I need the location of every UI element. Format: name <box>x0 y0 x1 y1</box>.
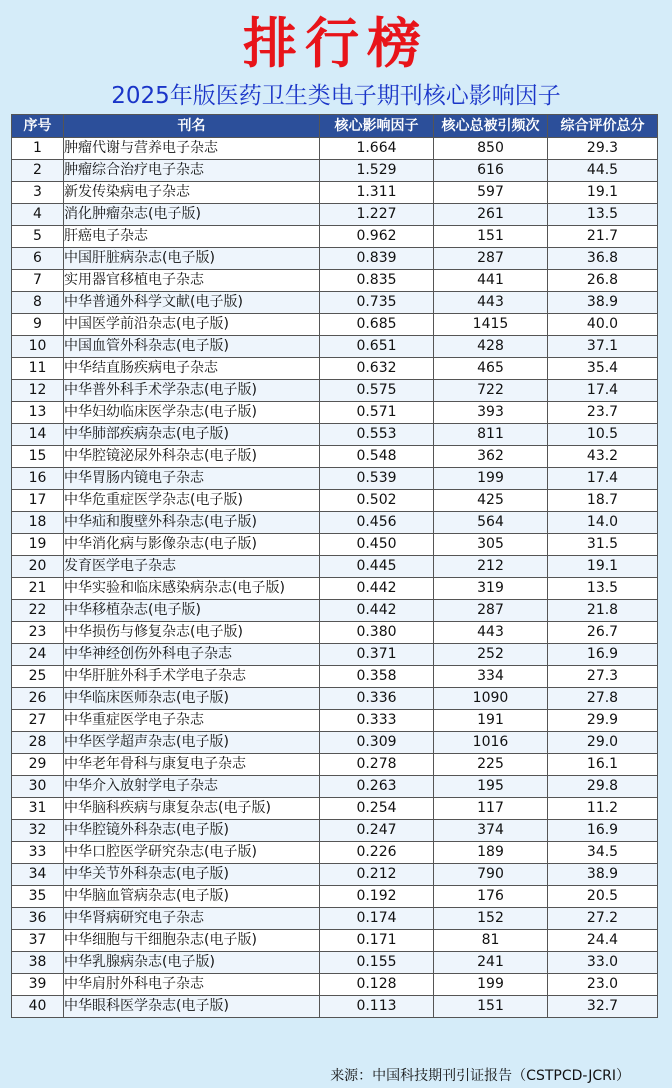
table-row <box>12 776 658 798</box>
table-row <box>12 710 658 732</box>
total-citations-cell: 811 <box>434 424 548 446</box>
total-citations-cell: 564 <box>434 512 548 534</box>
total-score-cell: 43.2 <box>548 446 658 468</box>
rank-cell: 2 <box>12 160 64 182</box>
impact-factor-cell: 0.212 <box>320 864 434 886</box>
journal-name-cell: 中华介入放射学电子杂志 <box>64 776 320 798</box>
impact-factor-cell: 0.128 <box>320 974 434 996</box>
impact-factor-cell: 0.456 <box>320 512 434 534</box>
total-score-cell: 17.4 <box>548 380 658 402</box>
page-subtitle: 2025年版医药卫生类电子期刊核心影响因子 <box>111 83 561 109</box>
table-row <box>12 204 658 226</box>
total-citations-cell: 81 <box>434 930 548 952</box>
total-citations-cell: 117 <box>434 798 548 820</box>
impact-factor-cell: 0.575 <box>320 380 434 402</box>
total-score-cell: 16.9 <box>548 820 658 842</box>
rank-cell: 28 <box>12 732 64 754</box>
impact-factor-cell: 0.380 <box>320 622 434 644</box>
table-row <box>12 952 658 974</box>
impact-factor-cell: 0.336 <box>320 688 434 710</box>
journal-name-cell: 中华腔镜外科杂志(电子版) <box>64 820 320 842</box>
total-score-cell: 27.8 <box>548 688 658 710</box>
total-score-cell: 18.7 <box>548 490 658 512</box>
journal-name-cell: 中华老年骨科与康复电子杂志 <box>64 754 320 776</box>
total-score-cell: 26.7 <box>548 622 658 644</box>
total-citations-cell: 191 <box>434 710 548 732</box>
impact-factor-cell: 1.664 <box>320 138 434 160</box>
rank-cell: 24 <box>12 644 64 666</box>
impact-factor-cell: 0.445 <box>320 556 434 578</box>
total-score-cell: 16.9 <box>548 644 658 666</box>
journal-name-cell: 中华脑科疾病与康复杂志(电子版) <box>64 798 320 820</box>
rank-cell: 21 <box>12 578 64 600</box>
table-row <box>12 314 658 336</box>
total-citations-cell: 212 <box>434 556 548 578</box>
total-score-cell: 29.8 <box>548 776 658 798</box>
table-row <box>12 600 658 622</box>
rank-cell: 12 <box>12 380 64 402</box>
header-total-score: 综合评价总分 <box>548 115 658 138</box>
impact-factor-cell: 0.632 <box>320 358 434 380</box>
journal-name-cell: 新发传染病电子杂志 <box>64 182 320 204</box>
total-score-cell: 29.9 <box>548 710 658 732</box>
total-citations-cell: 176 <box>434 886 548 908</box>
table-row <box>12 578 658 600</box>
table-row <box>12 798 658 820</box>
total-score-cell: 38.9 <box>548 864 658 886</box>
impact-factor-cell: 0.450 <box>320 534 434 556</box>
total-citations-cell: 425 <box>434 490 548 512</box>
journal-name-cell: 发育医学电子杂志 <box>64 556 320 578</box>
journal-name-cell: 中华消化病与影像杂志(电子版) <box>64 534 320 556</box>
table-row <box>12 424 658 446</box>
impact-factor-cell: 0.254 <box>320 798 434 820</box>
journal-name-cell: 中华肾病研究电子杂志 <box>64 908 320 930</box>
table-row <box>12 930 658 952</box>
total-score-cell: 24.4 <box>548 930 658 952</box>
header-total-citations: 核心总被引频次 <box>434 115 548 138</box>
table-row <box>12 864 658 886</box>
impact-factor-cell: 0.735 <box>320 292 434 314</box>
total-citations-cell: 1016 <box>434 732 548 754</box>
total-citations-cell: 189 <box>434 842 548 864</box>
table-row <box>12 226 658 248</box>
ranking-table <box>11 114 658 1018</box>
rank-cell: 36 <box>12 908 64 930</box>
journal-name-cell: 中华肝脏外科手术学电子杂志 <box>64 666 320 688</box>
total-citations-cell: 722 <box>434 380 548 402</box>
total-score-cell: 31.5 <box>548 534 658 556</box>
total-score-cell: 21.8 <box>548 600 658 622</box>
total-score-cell: 14.0 <box>548 512 658 534</box>
table-row <box>12 468 658 490</box>
impact-factor-cell: 0.371 <box>320 644 434 666</box>
total-score-cell: 10.5 <box>548 424 658 446</box>
impact-factor-cell: 0.192 <box>320 886 434 908</box>
rank-cell: 11 <box>12 358 64 380</box>
total-score-cell: 23.7 <box>548 402 658 424</box>
journal-name-cell: 中华疝和腹壁外科杂志(电子版) <box>64 512 320 534</box>
rank-cell: 20 <box>12 556 64 578</box>
impact-factor-cell: 1.227 <box>320 204 434 226</box>
table-row <box>12 908 658 930</box>
page-title: 排行榜 <box>243 11 429 75</box>
rank-cell: 38 <box>12 952 64 974</box>
impact-factor-cell: 0.962 <box>320 226 434 248</box>
total-score-cell: 17.4 <box>548 468 658 490</box>
impact-factor-cell: 0.502 <box>320 490 434 512</box>
total-citations-cell: 225 <box>434 754 548 776</box>
rank-cell: 40 <box>12 996 64 1018</box>
total-score-cell: 27.2 <box>548 908 658 930</box>
table-row <box>12 490 658 512</box>
impact-factor-cell: 0.839 <box>320 248 434 270</box>
rank-cell: 23 <box>12 622 64 644</box>
journal-name-cell: 中华结直肠疾病电子杂志 <box>64 358 320 380</box>
table-row <box>12 182 658 204</box>
total-score-cell: 33.0 <box>548 952 658 974</box>
total-score-cell: 23.0 <box>548 974 658 996</box>
journal-name-cell: 实用器官移植电子杂志 <box>64 270 320 292</box>
table-row <box>12 644 658 666</box>
total-score-cell: 34.5 <box>548 842 658 864</box>
impact-factor-cell: 0.539 <box>320 468 434 490</box>
total-citations-cell: 151 <box>434 996 548 1018</box>
journal-name-cell: 中华胃肠内镜电子杂志 <box>64 468 320 490</box>
total-citations-cell: 199 <box>434 468 548 490</box>
rank-cell: 29 <box>12 754 64 776</box>
rank-cell: 22 <box>12 600 64 622</box>
total-citations-cell: 1090 <box>434 688 548 710</box>
journal-name-cell: 中华细胞与干细胞杂志(电子版) <box>64 930 320 952</box>
table-row <box>12 688 658 710</box>
total-score-cell: 29.0 <box>548 732 658 754</box>
journal-name-cell: 中华肩肘外科电子杂志 <box>64 974 320 996</box>
rank-cell: 26 <box>12 688 64 710</box>
rank-cell: 33 <box>12 842 64 864</box>
table-row <box>12 446 658 468</box>
table-row <box>12 556 658 578</box>
total-score-cell: 13.5 <box>548 204 658 226</box>
rank-cell: 13 <box>12 402 64 424</box>
impact-factor-cell: 1.529 <box>320 160 434 182</box>
rank-cell: 30 <box>12 776 64 798</box>
journal-name-cell: 消化肿瘤杂志(电子版) <box>64 204 320 226</box>
total-score-cell: 26.8 <box>548 270 658 292</box>
table-row <box>12 138 658 160</box>
total-citations-cell: 374 <box>434 820 548 842</box>
rank-cell: 4 <box>12 204 64 226</box>
rank-cell: 18 <box>12 512 64 534</box>
impact-factor-cell: 0.835 <box>320 270 434 292</box>
journal-name-cell: 中国肝脏病杂志(电子版) <box>64 248 320 270</box>
impact-factor-cell: 0.247 <box>320 820 434 842</box>
total-citations-cell: 393 <box>434 402 548 424</box>
total-citations-cell: 287 <box>434 248 548 270</box>
total-score-cell: 11.2 <box>548 798 658 820</box>
rank-cell: 3 <box>12 182 64 204</box>
table-row <box>12 336 658 358</box>
total-citations-cell: 195 <box>434 776 548 798</box>
total-score-cell: 29.3 <box>548 138 658 160</box>
rank-cell: 1 <box>12 138 64 160</box>
total-citations-cell: 334 <box>434 666 548 688</box>
impact-factor-cell: 1.311 <box>320 182 434 204</box>
table-row <box>12 402 658 424</box>
total-citations-cell: 252 <box>434 644 548 666</box>
total-score-cell: 13.5 <box>548 578 658 600</box>
rank-cell: 19 <box>12 534 64 556</box>
impact-factor-cell: 0.263 <box>320 776 434 798</box>
total-citations-cell: 465 <box>434 358 548 380</box>
impact-factor-cell: 0.174 <box>320 908 434 930</box>
table-row <box>12 380 658 402</box>
rank-cell: 6 <box>12 248 64 270</box>
impact-factor-cell: 0.553 <box>320 424 434 446</box>
impact-factor-cell: 0.442 <box>320 600 434 622</box>
impact-factor-cell: 0.171 <box>320 930 434 952</box>
total-citations-cell: 428 <box>434 336 548 358</box>
total-citations-cell: 443 <box>434 292 548 314</box>
total-score-cell: 19.1 <box>548 182 658 204</box>
rank-cell: 8 <box>12 292 64 314</box>
total-score-cell: 32.7 <box>548 996 658 1018</box>
header-journal-name: 刊名 <box>64 115 320 138</box>
journal-name-cell: 中华移植杂志(电子版) <box>64 600 320 622</box>
total-citations-cell: 850 <box>434 138 548 160</box>
impact-factor-cell: 0.571 <box>320 402 434 424</box>
table-row <box>12 974 658 996</box>
total-score-cell: 19.1 <box>548 556 658 578</box>
table-row <box>12 820 658 842</box>
rank-cell: 7 <box>12 270 64 292</box>
header-impact-factor: 核心影响因子 <box>320 115 434 138</box>
total-score-cell: 44.5 <box>548 160 658 182</box>
rank-cell: 34 <box>12 864 64 886</box>
table-row <box>12 512 658 534</box>
table-row <box>12 732 658 754</box>
journal-name-cell: 中华脑血管病杂志(电子版) <box>64 886 320 908</box>
total-citations-cell: 152 <box>434 908 548 930</box>
journal-name-cell: 肝癌电子杂志 <box>64 226 320 248</box>
table-row <box>12 248 658 270</box>
total-citations-cell: 319 <box>434 578 548 600</box>
rank-cell: 35 <box>12 886 64 908</box>
total-score-cell: 27.3 <box>548 666 658 688</box>
journal-name-cell: 中华妇幼临床医学杂志(电子版) <box>64 402 320 424</box>
total-score-cell: 16.1 <box>548 754 658 776</box>
total-score-cell: 21.7 <box>548 226 658 248</box>
rank-cell: 9 <box>12 314 64 336</box>
impact-factor-cell: 0.333 <box>320 710 434 732</box>
table-header-row <box>12 115 658 138</box>
journal-name-cell: 中国血管外科杂志(电子版) <box>64 336 320 358</box>
total-citations-cell: 443 <box>434 622 548 644</box>
rank-cell: 39 <box>12 974 64 996</box>
journal-name-cell: 肿瘤综合治疗电子杂志 <box>64 160 320 182</box>
total-score-cell: 38.9 <box>548 292 658 314</box>
rank-cell: 31 <box>12 798 64 820</box>
total-score-cell: 37.1 <box>548 336 658 358</box>
rank-cell: 37 <box>12 930 64 952</box>
journal-name-cell: 中华眼科医学杂志(电子版) <box>64 996 320 1018</box>
table-body <box>12 138 658 1018</box>
table-row <box>12 754 658 776</box>
journal-name-cell: 中华乳腺病杂志(电子版) <box>64 952 320 974</box>
total-citations-cell: 1415 <box>434 314 548 336</box>
total-score-cell: 20.5 <box>548 886 658 908</box>
impact-factor-cell: 0.651 <box>320 336 434 358</box>
journal-name-cell: 中华腔镜泌尿外科杂志(电子版) <box>64 446 320 468</box>
total-citations-cell: 441 <box>434 270 548 292</box>
table-row <box>12 160 658 182</box>
rank-cell: 16 <box>12 468 64 490</box>
total-citations-cell: 305 <box>434 534 548 556</box>
impact-factor-cell: 0.358 <box>320 666 434 688</box>
impact-factor-cell: 0.113 <box>320 996 434 1018</box>
total-score-cell: 40.0 <box>548 314 658 336</box>
journal-name-cell: 中华普通外科学文献(电子版) <box>64 292 320 314</box>
header-rank: 序号 <box>12 115 64 138</box>
total-citations-cell: 616 <box>434 160 548 182</box>
rank-cell: 15 <box>12 446 64 468</box>
rank-cell: 10 <box>12 336 64 358</box>
table-row <box>12 886 658 908</box>
journal-name-cell: 肿瘤代谢与营养电子杂志 <box>64 138 320 160</box>
journal-name-cell: 中华口腔医学研究杂志(电子版) <box>64 842 320 864</box>
impact-factor-cell: 0.442 <box>320 578 434 600</box>
impact-factor-cell: 0.226 <box>320 842 434 864</box>
rank-cell: 17 <box>12 490 64 512</box>
table-row <box>12 666 658 688</box>
journal-name-cell: 中华危重症医学杂志(电子版) <box>64 490 320 512</box>
table-row <box>12 292 658 314</box>
total-citations-cell: 362 <box>434 446 548 468</box>
table-row <box>12 358 658 380</box>
total-score-cell: 35.4 <box>548 358 658 380</box>
rank-cell: 5 <box>12 226 64 248</box>
journal-name-cell: 中华重症医学电子杂志 <box>64 710 320 732</box>
journal-name-cell: 中华肺部疾病杂志(电子版) <box>64 424 320 446</box>
total-citations-cell: 287 <box>434 600 548 622</box>
journal-name-cell: 中华神经创伤外科电子杂志 <box>64 644 320 666</box>
impact-factor-cell: 0.309 <box>320 732 434 754</box>
journal-name-cell: 中华普外科手术学杂志(电子版) <box>64 380 320 402</box>
rank-cell: 25 <box>12 666 64 688</box>
journal-name-cell: 中华实验和临床感染病杂志(电子版) <box>64 578 320 600</box>
source-note: 来源：中国科技期刊引证报告（CSTPCD-JCRI） <box>330 1068 630 1084</box>
impact-factor-cell: 0.278 <box>320 754 434 776</box>
table-row <box>12 842 658 864</box>
table-row <box>12 270 658 292</box>
total-citations-cell: 790 <box>434 864 548 886</box>
table-row <box>12 622 658 644</box>
journal-name-cell: 中国医学前沿杂志(电子版) <box>64 314 320 336</box>
total-citations-cell: 241 <box>434 952 548 974</box>
total-citations-cell: 597 <box>434 182 548 204</box>
rank-cell: 27 <box>12 710 64 732</box>
total-citations-cell: 151 <box>434 226 548 248</box>
journal-name-cell: 中华关节外科杂志(电子版) <box>64 864 320 886</box>
impact-factor-cell: 0.685 <box>320 314 434 336</box>
rank-cell: 14 <box>12 424 64 446</box>
impact-factor-cell: 0.548 <box>320 446 434 468</box>
table-row <box>12 534 658 556</box>
journal-name-cell: 中华损伤与修复杂志(电子版) <box>64 622 320 644</box>
rank-cell: 32 <box>12 820 64 842</box>
journal-name-cell: 中华临床医师杂志(电子版) <box>64 688 320 710</box>
total-score-cell: 36.8 <box>548 248 658 270</box>
journal-name-cell: 中华医学超声杂志(电子版) <box>64 732 320 754</box>
total-citations-cell: 261 <box>434 204 548 226</box>
table-row <box>12 996 658 1018</box>
impact-factor-cell: 0.155 <box>320 952 434 974</box>
total-citations-cell: 199 <box>434 974 548 996</box>
